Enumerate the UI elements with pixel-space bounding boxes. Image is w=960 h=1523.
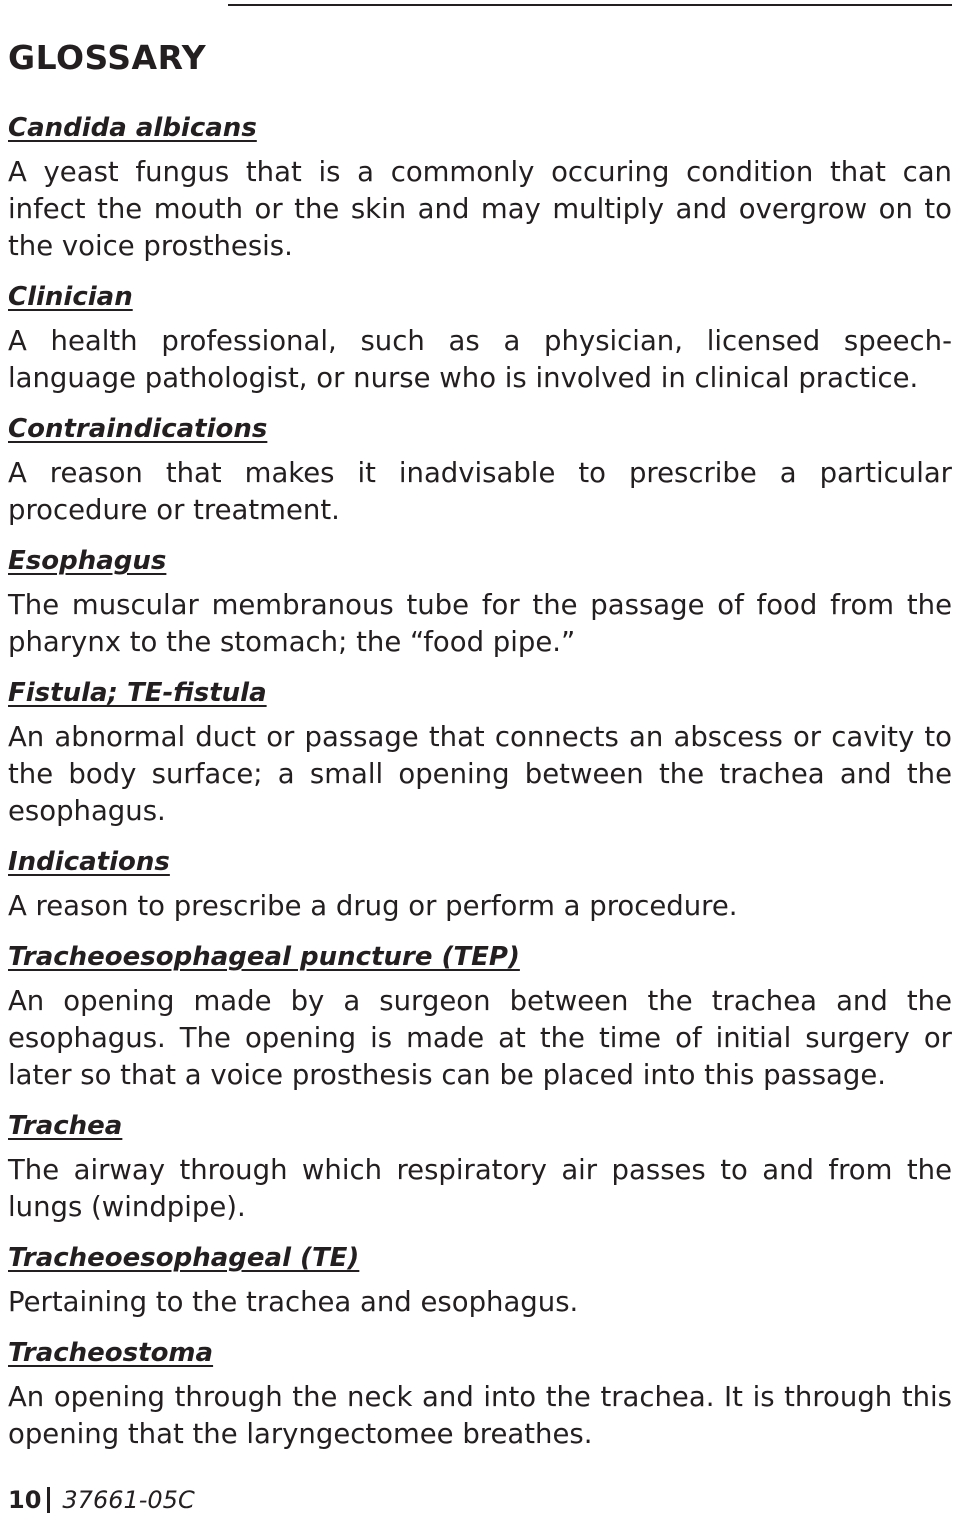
- page-title: GLOSSARY: [8, 38, 207, 77]
- glossary-term: Tracheoesophageal (TE): [8, 1243, 360, 1273]
- glossary-entry-trachea: [8, 1108, 952, 1226]
- top-rule: [228, 4, 952, 6]
- glossary-entry-tracheoesophageal-puncture: [8, 939, 952, 1094]
- footer-divider: [47, 1487, 50, 1513]
- glossary-definition: The muscular membranous tube for the passage of food from the pharynx to the stomach; the “food pipe.”: [8, 589, 952, 658]
- glossary-term: Indications: [8, 847, 170, 877]
- glossary-entry-clinician: [8, 279, 952, 397]
- glossary-definition: Pertaining to the trachea and esophagus.: [8, 1286, 579, 1318]
- glossary-definition: A reason that makes it inadvisable to prescribe a particular procedure or treatment.: [8, 457, 952, 526]
- page-number: 10: [8, 1486, 42, 1514]
- glossary-term: Esophagus: [8, 546, 167, 576]
- glossary-definition: An opening made by a surgeon between the trachea and the esophagus. The opening is made at the time of initial surgery or later so that a voice prosthesis can be placed into this passage.: [8, 985, 952, 1091]
- glossary-term: Candida albicans: [8, 113, 257, 143]
- glossary-entry-indications: [8, 844, 952, 925]
- glossary-term: Contraindications: [8, 414, 268, 444]
- glossary-definition: The airway through which respiratory air passes to and from the lungs (windpipe).: [8, 1154, 952, 1223]
- glossary-definition: A health professional, such as a physician, licensed speech-language pathologist, or nurse who is involved in clinical practice.: [8, 325, 952, 394]
- glossary-entry-tracheostoma: [8, 1335, 952, 1453]
- glossary-term: Fistula; TE-fistula: [8, 678, 267, 708]
- glossary-term: Trachea: [8, 1111, 123, 1141]
- glossary-entry-esophagus: [8, 543, 952, 661]
- glossary-definition: An opening through the neck and into the trachea. It is through this opening that the laryngectomee breathes.: [8, 1381, 952, 1450]
- glossary-definition: A reason to prescribe a drug or perform a procedure.: [8, 890, 738, 922]
- page-footer: [8, 1483, 195, 1517]
- glossary-definition: A yeast fungus that is a commonly occuring condition that can infect the mouth or the skin and may multiply and overgrow on to the voice prosthesis.: [8, 156, 952, 262]
- glossary-entry-contraindications: [8, 411, 952, 529]
- glossary-definition: An abnormal duct or passage that connects an abscess or cavity to the body surface; a small opening between the trachea and the esophagus.: [8, 721, 952, 827]
- glossary-entry-candida-albicans: [8, 110, 952, 265]
- glossary-term: Tracheostoma: [8, 1338, 214, 1368]
- document-code: 37661-05C: [62, 1486, 195, 1514]
- glossary-term: Clinician: [8, 282, 133, 312]
- glossary-entry-fistula: [8, 675, 952, 830]
- glossary-list: [8, 110, 952, 1467]
- glossary-entry-tracheoesophageal: [8, 1240, 952, 1321]
- glossary-term: Tracheoesophageal puncture (TEP): [8, 942, 520, 972]
